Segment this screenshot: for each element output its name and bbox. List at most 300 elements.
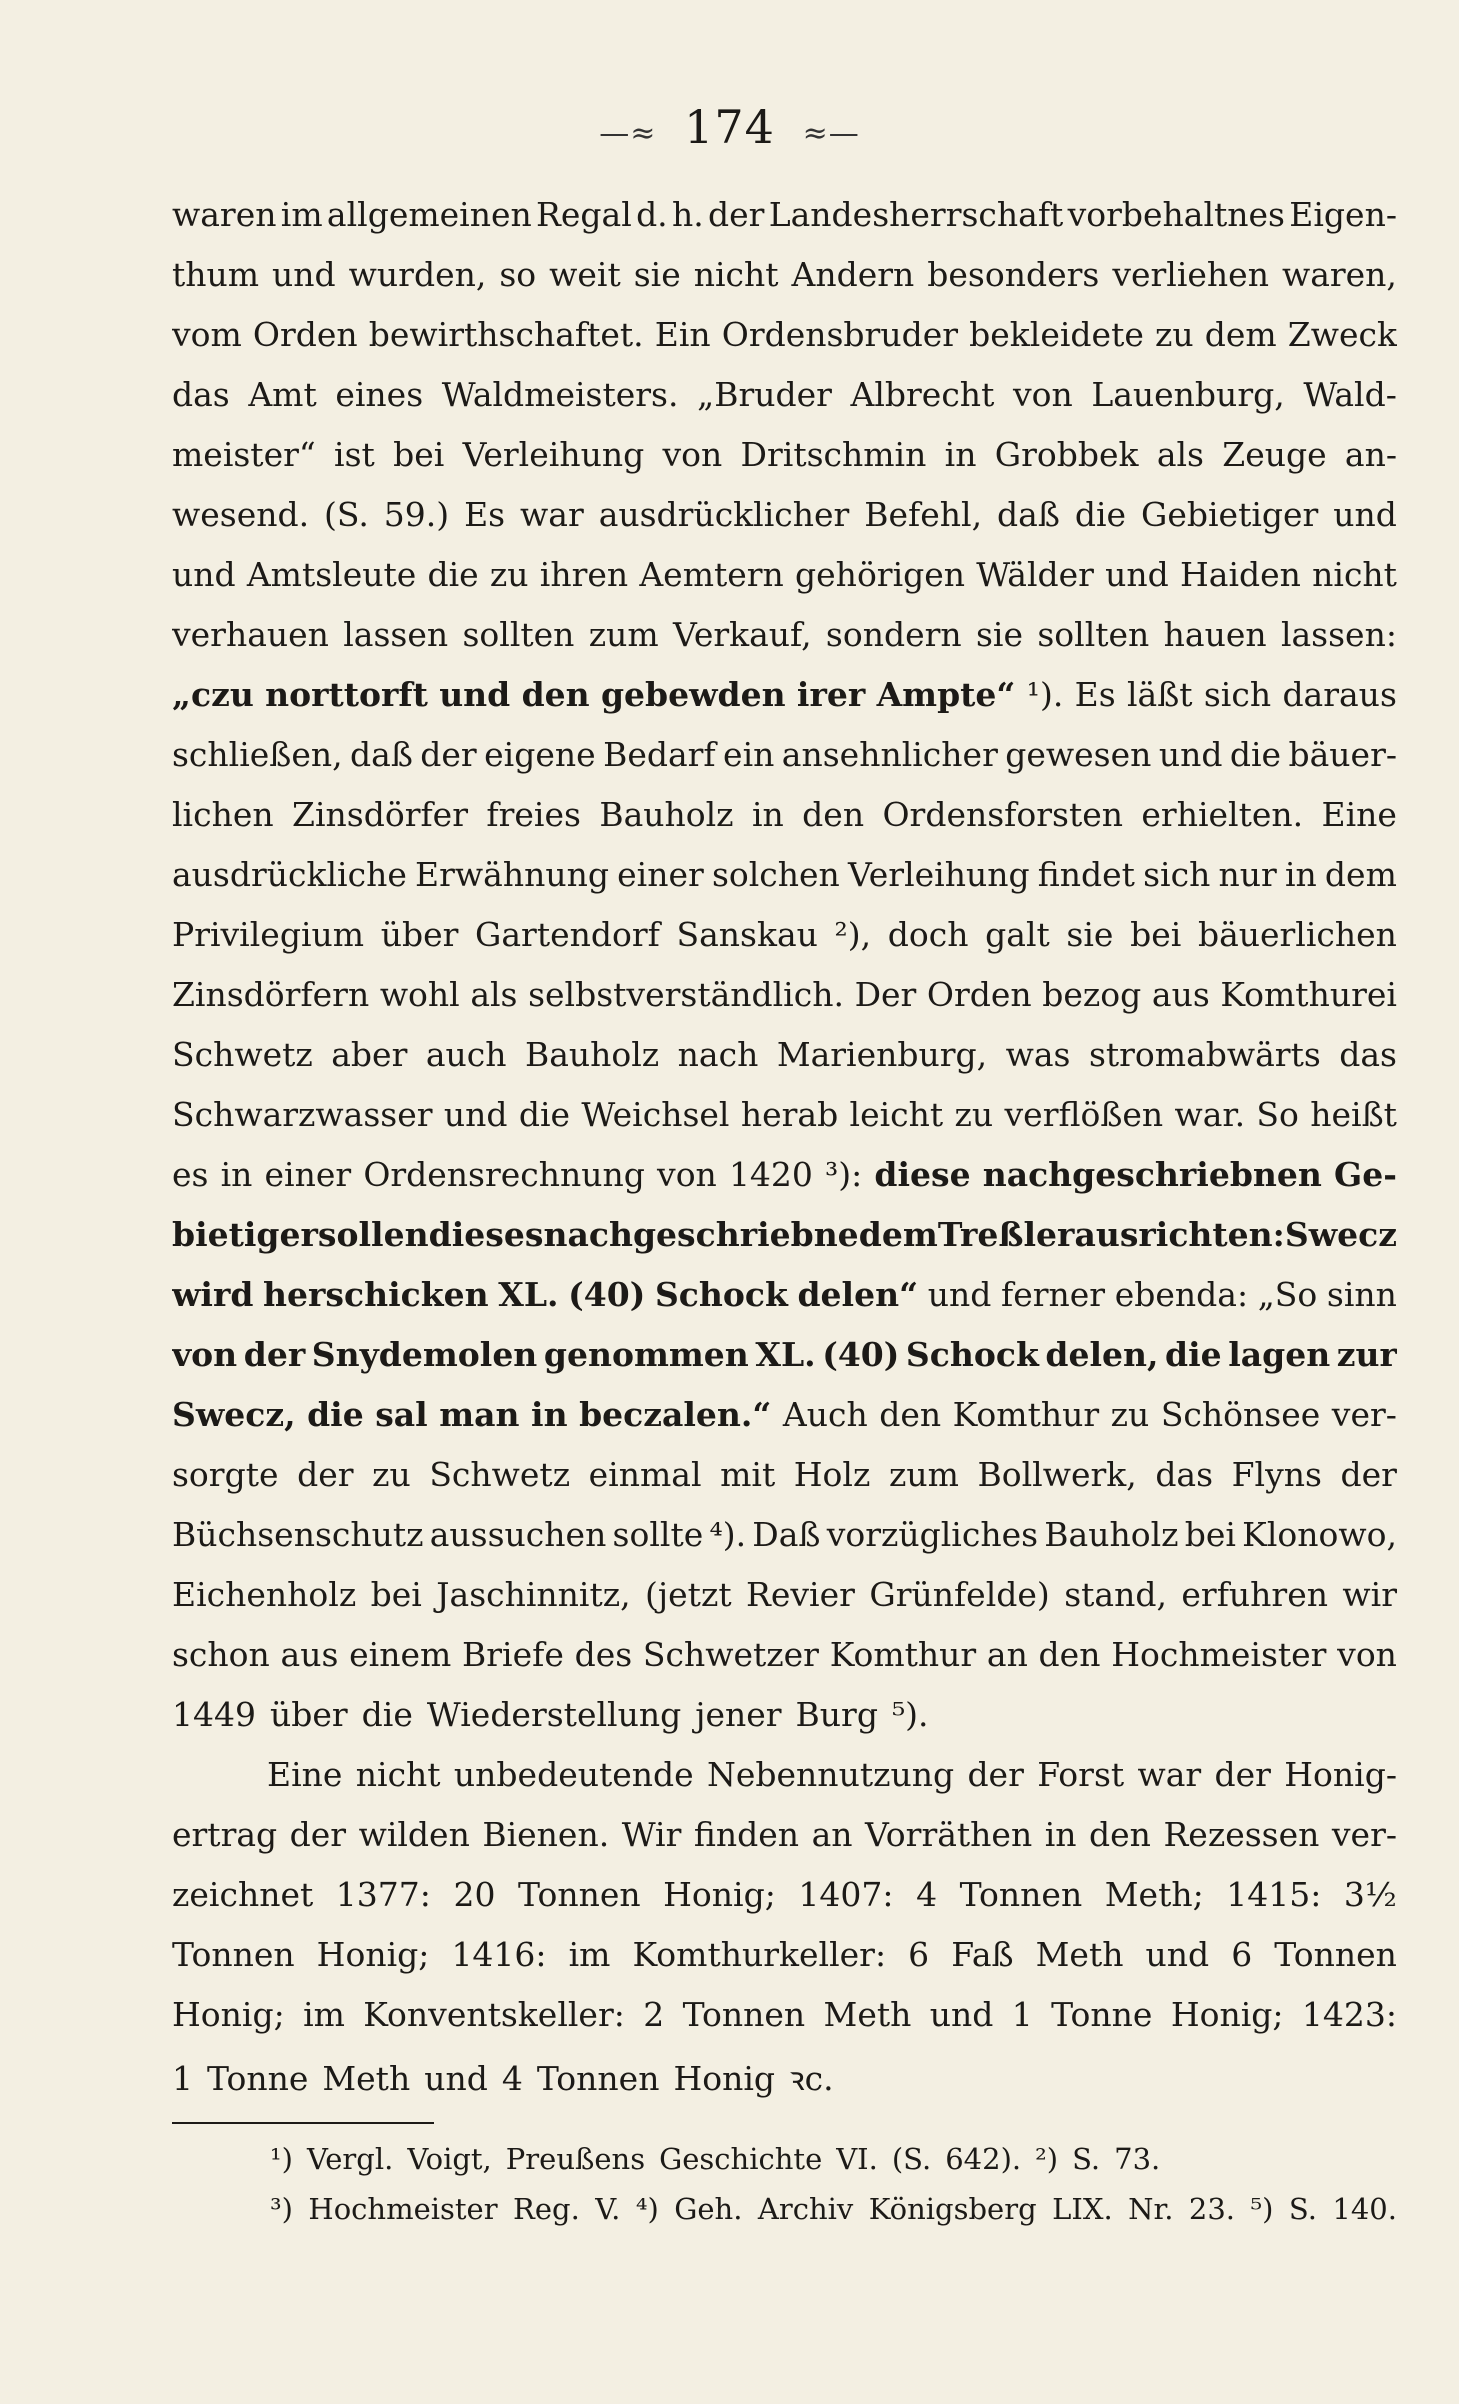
text-line <box>172 1995 1397 2055</box>
word: Privilegium <box>172 915 365 954</box>
word: Gartendorf <box>475 915 660 954</box>
word: aus <box>280 1635 339 1674</box>
word: Andern <box>791 255 915 294</box>
word: Dritschmin <box>740 435 927 474</box>
word: an <box>986 1635 1028 1674</box>
word: d. <box>636 195 668 234</box>
word: zu <box>1154 315 1194 354</box>
word: (40) <box>822 1335 900 1374</box>
word: (40) <box>568 1275 646 1314</box>
word: Meth <box>823 1995 912 2034</box>
word: Bedarf <box>603 735 716 774</box>
word: 1423: <box>1301 1995 1397 2034</box>
word: Rezessen <box>1163 1815 1320 1854</box>
word: Schock <box>905 1335 1039 1374</box>
word: Meth <box>322 2059 411 2098</box>
word: Ampte“ <box>876 675 1016 714</box>
word: Komthurei <box>1220 975 1397 1014</box>
word: Marienburg, <box>776 1035 988 1074</box>
word: schon <box>172 1635 270 1674</box>
text-line <box>172 675 1397 735</box>
word: der <box>1214 1755 1271 1794</box>
word: (jetzt <box>645 1575 732 1614</box>
word: und <box>424 2059 488 2098</box>
word: auch <box>425 1035 507 1074</box>
word: Bauholz <box>524 1035 660 1074</box>
word: 1449 <box>172 1695 256 1734</box>
word: der <box>708 195 765 234</box>
word: Honig; <box>663 1875 776 1914</box>
word: Schwetz <box>172 1035 313 1074</box>
word: vorbehaltnes <box>1067 195 1285 234</box>
word: sie <box>1066 915 1114 954</box>
word: 20 <box>453 1875 496 1914</box>
word: Archiv <box>757 2192 854 2226</box>
word: einer <box>617 855 704 894</box>
word: verhauen <box>172 615 329 654</box>
word: und <box>272 255 336 294</box>
word: Komthurkeller: <box>632 1935 887 1974</box>
word: bewirthschaftet. <box>368 315 644 354</box>
word: nicht <box>1312 555 1397 594</box>
word: in <box>531 1395 568 1434</box>
word: Tonne <box>1051 1995 1153 2034</box>
word: und <box>929 1995 994 2034</box>
word: Landesherrschaft <box>768 195 1064 234</box>
word: Haiden <box>1180 555 1301 594</box>
word: 1 <box>1011 1995 1033 2034</box>
word: meister“ <box>172 435 316 474</box>
word: ⁵) <box>1250 2192 1274 2226</box>
word: einmal <box>588 1455 702 1494</box>
word: allgemeinen <box>326 195 532 234</box>
word: verliehen <box>1112 255 1269 294</box>
word: stromabwärts <box>1088 1035 1321 1074</box>
word: bezog <box>1042 975 1142 1014</box>
text-line <box>172 735 1397 795</box>
word: Meth <box>1035 1935 1124 1974</box>
footnote-rule <box>172 2122 434 2124</box>
word: aber <box>331 1035 408 1074</box>
word: waren, <box>1281 255 1397 294</box>
word: 1377: <box>335 1875 431 1914</box>
text-line <box>172 1455 1397 1515</box>
word: ³) <box>270 2192 293 2226</box>
word: zum <box>888 1455 959 1494</box>
word: das <box>172 375 230 414</box>
word: S. <box>1288 2192 1317 2226</box>
word: findet <box>1037 855 1135 894</box>
word: und <box>439 675 511 714</box>
word: die <box>361 1695 413 1734</box>
word: einer <box>264 1155 352 1194</box>
word: sollen <box>317 1215 429 1254</box>
word: Zinsdörfer <box>292 795 468 834</box>
word: Schönsee <box>1160 1395 1321 1434</box>
word: eines <box>335 375 424 414</box>
word: in <box>1284 855 1317 894</box>
word: vom <box>172 315 242 354</box>
text-line <box>172 795 1397 855</box>
word: Faß <box>951 1935 1014 1974</box>
word: im <box>280 195 323 234</box>
word: die <box>427 555 479 594</box>
word: weit <box>549 255 621 294</box>
word: lagen <box>1228 1335 1331 1374</box>
word: Grobbek <box>994 435 1139 474</box>
word: waren <box>172 195 277 234</box>
word: dieses <box>428 1215 544 1254</box>
text-line <box>172 375 1397 435</box>
word: lichen <box>172 795 274 834</box>
body-text <box>172 195 1397 2115</box>
word: über <box>269 1695 348 1734</box>
word: ausrichten: <box>1074 1215 1285 1254</box>
word: dem <box>1204 315 1277 354</box>
word: selbstverständlich. <box>528 975 844 1014</box>
word: gehörigen <box>795 555 966 594</box>
word: nach <box>677 1035 759 1074</box>
word: wesend. <box>172 495 310 534</box>
footnote-line <box>270 2192 1397 2242</box>
word: delen“ <box>797 1275 919 1314</box>
text-line <box>172 1695 1397 1755</box>
word: an <box>811 1815 853 1854</box>
word: Forst <box>1037 1755 1125 1794</box>
text-line <box>172 1815 1397 1875</box>
word: es <box>172 1155 209 1194</box>
word: Schwetz <box>429 1455 571 1494</box>
word: sollten <box>462 615 575 654</box>
word: und <box>1105 555 1169 594</box>
word: und <box>927 1275 992 1314</box>
word: thum <box>172 255 260 294</box>
word: doch <box>887 915 969 954</box>
word: bei <box>1184 1515 1236 1554</box>
word: von <box>657 1155 717 1194</box>
word: Es <box>1074 675 1116 714</box>
word: was <box>1005 1035 1071 1074</box>
word: Albrecht <box>850 375 995 414</box>
word: Amt <box>248 375 317 414</box>
word: von <box>172 1335 238 1374</box>
word: lassen: <box>1280 615 1397 654</box>
word: diese <box>874 1155 971 1194</box>
word: besonders <box>927 255 1100 294</box>
word: einem <box>349 1635 452 1674</box>
word: galt <box>985 915 1050 954</box>
word: Gebietiger <box>1140 495 1319 534</box>
text-line <box>172 615 1397 675</box>
word: ꝛc. <box>789 2059 834 2098</box>
word: heißt <box>1310 1095 1397 1134</box>
word: Lauenburg, <box>1091 375 1285 414</box>
text-line <box>172 855 1397 915</box>
word: Auch <box>782 1395 868 1434</box>
word: vorzügliches <box>826 1515 1039 1554</box>
word: herab <box>740 1095 839 1134</box>
word: Wiederstellung <box>426 1695 682 1734</box>
word: Geh. <box>674 2192 743 2226</box>
footnote-line <box>270 2142 1397 2192</box>
word: ver- <box>1331 1815 1397 1854</box>
word: wilden <box>358 1815 470 1854</box>
word: „czu <box>172 675 254 714</box>
word: ferner <box>1000 1275 1106 1314</box>
word: von <box>662 435 723 474</box>
word: Sanskau <box>676 915 818 954</box>
word: ihren <box>539 555 629 594</box>
word: jener <box>695 1695 782 1734</box>
word: läßt <box>1127 675 1193 714</box>
word: daraus <box>1282 675 1397 714</box>
word: VI. <box>836 2142 878 2176</box>
word: Schwarzwasser <box>172 1095 433 1134</box>
word: über <box>380 915 459 954</box>
word: lassen <box>343 615 449 654</box>
page-number: 174 <box>684 100 775 154</box>
word: ansehnlicher <box>781 735 998 774</box>
word: ²) <box>1035 2142 1059 2176</box>
word: Verleihung <box>847 855 1030 894</box>
word: Voigt, <box>407 2142 492 2176</box>
word: ausdrücklicher <box>598 495 850 534</box>
page-header <box>0 100 1459 154</box>
word: 2 <box>643 1995 665 2034</box>
word: mit <box>720 1455 776 1494</box>
word: herschicken <box>263 1275 489 1314</box>
word: die <box>518 1095 571 1134</box>
word: Tonnen <box>682 1995 806 2034</box>
word: verflößen <box>1004 1095 1164 1134</box>
text-line <box>172 975 1397 1035</box>
word: Snydemolen <box>311 1335 538 1374</box>
word: daß <box>997 495 1060 534</box>
word: schließen, <box>172 735 343 774</box>
word: Zeuge <box>1222 435 1327 474</box>
word: ¹). <box>1026 675 1064 714</box>
word: den <box>521 675 590 714</box>
word: gewesen <box>1005 735 1152 774</box>
word: von <box>1012 375 1073 414</box>
text-line <box>172 1095 1397 1155</box>
word: daß <box>350 735 413 774</box>
word: Hochmeister <box>1111 1635 1327 1674</box>
word: wohl <box>379 975 460 1014</box>
text-line <box>172 1515 1397 1575</box>
text-line <box>172 1875 1397 1935</box>
word: wird <box>172 1275 254 1314</box>
text-line <box>172 195 1397 255</box>
word: Bollwerk, <box>977 1455 1137 1494</box>
word: im <box>303 1995 345 2034</box>
word: Tonnen <box>172 1935 295 1974</box>
word: in <box>1044 1815 1077 1854</box>
word: man <box>439 1395 520 1434</box>
word: als <box>1156 435 1204 474</box>
word: zum <box>588 615 659 654</box>
word: Wälder <box>976 555 1094 594</box>
word: 4 <box>501 2059 523 2098</box>
word: Eigen- <box>1289 195 1397 234</box>
word: Grünfelde) <box>869 1575 1050 1614</box>
word: als <box>470 975 518 1014</box>
word: Befehl, <box>864 495 983 534</box>
word: Wir <box>621 1815 682 1854</box>
word: sich <box>1143 855 1211 894</box>
word: nachgeschriebne <box>543 1215 859 1254</box>
word: Reg. <box>513 2192 580 2226</box>
word: Tonnen <box>518 1875 641 1914</box>
word: (S. <box>891 2142 932 2176</box>
text-line <box>172 915 1397 975</box>
text-line <box>172 1215 1397 1275</box>
word: „Bruder <box>697 375 832 414</box>
word: Büchsenschutz <box>172 1515 424 1554</box>
word: Flyns <box>1231 1455 1322 1494</box>
word: Holz <box>793 1455 871 1494</box>
word: Ordensrechnung <box>363 1155 645 1194</box>
word: irer <box>796 675 866 714</box>
word: Geschichte <box>659 2142 823 2176</box>
word: der <box>289 1815 347 1854</box>
word: dem <box>858 1215 938 1254</box>
word: Tonnen <box>1274 1935 1397 1974</box>
word: Erwähnung <box>415 855 609 894</box>
text-line <box>172 495 1397 555</box>
word: wurden, <box>348 255 487 294</box>
word: Nr. <box>1128 2192 1174 2226</box>
word: Schwetzer <box>642 1635 819 1674</box>
word: und <box>1145 1935 1210 1974</box>
word: Regal <box>536 195 632 234</box>
word: ein <box>723 735 775 774</box>
word: Ein <box>654 315 711 354</box>
word: Hochmeister <box>308 2192 498 2226</box>
footnotes <box>270 2142 1397 2242</box>
word: Burg <box>795 1695 878 1734</box>
text-line <box>172 1395 1397 1455</box>
left-ornament: —≈ <box>599 116 657 151</box>
word: Bauholz <box>599 795 734 834</box>
word: Amtsleute <box>246 555 417 594</box>
word: Weichsel <box>581 1095 730 1134</box>
word: in <box>751 795 784 834</box>
word: Ordensbruder <box>721 315 959 354</box>
word: der <box>297 1455 354 1494</box>
word: ²), <box>834 915 872 954</box>
word: der <box>243 1335 306 1374</box>
right-ornament: ≈— <box>802 116 860 151</box>
word: V. <box>595 2192 621 2226</box>
text-line <box>172 1935 1397 1995</box>
word: nachgeschriebnen <box>982 1155 1322 1194</box>
word: das <box>1155 1455 1214 1494</box>
word: die <box>1074 495 1127 534</box>
word: 59.) <box>383 495 450 534</box>
word: 73. <box>1114 2142 1161 2176</box>
word: war <box>520 495 584 534</box>
word: Zinsdörfern <box>172 975 370 1014</box>
word: sinn <box>1326 1275 1397 1314</box>
word: Eichenholz <box>172 1575 357 1614</box>
word: sal <box>375 1395 428 1434</box>
word: bietiger <box>172 1215 318 1254</box>
word: war <box>1137 1755 1202 1794</box>
word: 6 <box>1231 1935 1253 1974</box>
word: die <box>1165 1335 1222 1374</box>
word: XL. <box>498 1275 559 1314</box>
word: Verkauf, <box>673 615 812 654</box>
text-line <box>172 255 1397 315</box>
text-line <box>172 1335 1397 1395</box>
word: Honig; <box>172 1995 285 2034</box>
word: „So <box>1257 1275 1318 1314</box>
word: Aemtern <box>639 555 784 594</box>
word: in <box>220 1155 253 1194</box>
text-line <box>172 1575 1397 1635</box>
word: hauen <box>1163 615 1267 654</box>
word: stand, <box>1064 1575 1167 1614</box>
word: 6 <box>908 1935 930 1974</box>
word: sollte <box>612 1515 704 1554</box>
word: solchen <box>711 855 840 894</box>
word: Orden <box>252 315 358 354</box>
text-line <box>172 555 1397 615</box>
word: ist <box>334 435 375 474</box>
word: Swecz <box>1284 1215 1397 1254</box>
word: finden <box>693 1815 800 1854</box>
text-line <box>172 1635 1397 1695</box>
word: 4 <box>916 1875 938 1914</box>
word: das <box>1339 1035 1397 1074</box>
word: ebenda: <box>1114 1275 1249 1314</box>
text-line <box>172 1035 1397 1095</box>
word: sorgte <box>172 1455 279 1494</box>
word: in <box>944 435 977 474</box>
word: war. <box>1174 1095 1246 1134</box>
text-line <box>172 1155 1397 1215</box>
word: zeichnet <box>172 1875 314 1914</box>
word: aus <box>1151 975 1210 1014</box>
word: so <box>499 255 537 294</box>
word: freies <box>486 795 581 834</box>
word: nicht <box>355 1755 441 1794</box>
word: Eine <box>1321 795 1397 834</box>
word: Komthur <box>952 1395 1100 1434</box>
word: ver- <box>1331 1395 1397 1434</box>
word: bei <box>393 435 445 474</box>
word: 1407: <box>798 1875 894 1914</box>
word: Jaschinnitz, <box>436 1575 631 1614</box>
word: delen, <box>1045 1335 1159 1374</box>
word: und <box>172 555 236 594</box>
word: den <box>879 1395 942 1434</box>
word: den <box>1089 1815 1151 1854</box>
word: Verleihung <box>462 435 645 474</box>
word: 1416: <box>451 1935 547 1974</box>
word: Bauholz <box>1044 1515 1179 1554</box>
word: (S. <box>324 495 369 534</box>
word: Tonnen <box>536 2059 660 2098</box>
word: ertrag <box>172 1815 278 1854</box>
word: sollten <box>1037 615 1150 654</box>
word: Tonnen <box>959 1875 1083 1914</box>
text-line <box>172 315 1397 375</box>
word: sondern <box>825 615 962 654</box>
word: erhielten. <box>1141 795 1304 834</box>
word: Treßler <box>937 1215 1075 1254</box>
